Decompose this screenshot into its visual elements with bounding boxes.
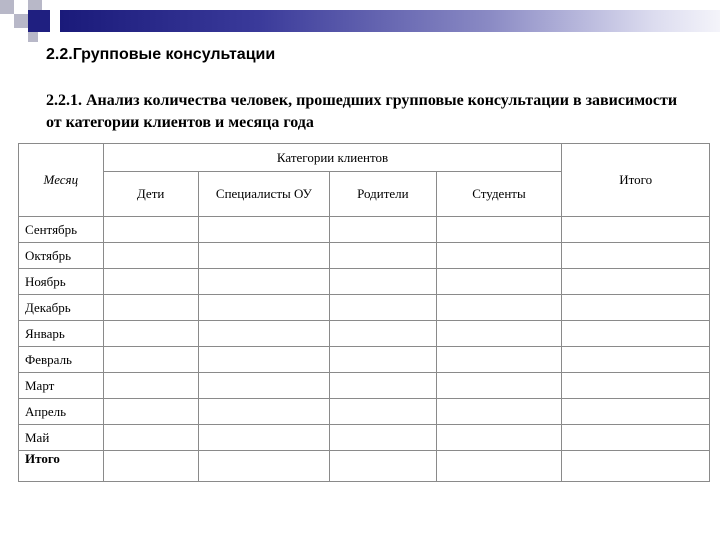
header-category-children: Дети (103, 172, 198, 217)
table-cell (198, 321, 330, 347)
decor-square-5 (0, 14, 14, 28)
table-cell (103, 217, 198, 243)
row-month-label: Ноябрь (19, 269, 104, 295)
table-cell (103, 269, 198, 295)
table-cell (436, 243, 562, 269)
table-cell (562, 451, 710, 482)
table-row (19, 269, 710, 295)
header-gradient-band (60, 10, 720, 32)
table-cell (330, 399, 436, 425)
table-cell (562, 373, 710, 399)
table-cell (436, 373, 562, 399)
table-cell (198, 347, 330, 373)
table-cell (103, 399, 198, 425)
header-total: Итого (562, 144, 710, 217)
table-cell (330, 243, 436, 269)
table-cell (103, 451, 198, 482)
header-category-parents: Родители (330, 172, 436, 217)
table-cell (436, 451, 562, 482)
row-month-label: Январь (19, 321, 104, 347)
header-category-students: Студенты (436, 172, 562, 217)
table-cell (198, 295, 330, 321)
table-row (19, 217, 710, 243)
table-cell (562, 243, 710, 269)
table-row (19, 295, 710, 321)
decor-square-6 (14, 14, 28, 28)
table-cell (198, 217, 330, 243)
table-cell (198, 243, 330, 269)
table-row (19, 399, 710, 425)
header-categories: Категории клиентов (103, 144, 562, 172)
table-cell (103, 425, 198, 451)
table-cell (198, 425, 330, 451)
table-row (19, 425, 710, 451)
header-category-specialists: Специалисты ОУ (198, 172, 330, 217)
table-cell (436, 425, 562, 451)
decorative-header (0, 0, 720, 42)
table-cell (436, 321, 562, 347)
table-cell (198, 451, 330, 482)
table-cell (103, 347, 198, 373)
row-month-label: Декабрь (19, 295, 104, 321)
table-row (19, 347, 710, 373)
table-cell (562, 425, 710, 451)
table-cell (330, 451, 436, 482)
table-cell (562, 399, 710, 425)
decor-square-1 (0, 0, 14, 14)
table-cell (103, 373, 198, 399)
table-cell (103, 243, 198, 269)
table-cell (436, 217, 562, 243)
table-cell (198, 399, 330, 425)
table-cell (103, 295, 198, 321)
table-cell (198, 373, 330, 399)
table-cell (562, 347, 710, 373)
section-title: 2.2.Групповые консультации (46, 46, 276, 63)
total-row-label: Итого (19, 451, 104, 482)
row-month-label: Сентябрь (19, 217, 104, 243)
table-row (19, 373, 710, 399)
table-cell (562, 321, 710, 347)
table-cell (330, 425, 436, 451)
row-month-label: Март (19, 373, 104, 399)
consultations-table (18, 143, 710, 482)
table-cell (436, 269, 562, 295)
row-month-label: Февраль (19, 347, 104, 373)
table-cell (330, 269, 436, 295)
table-cell (436, 399, 562, 425)
row-month-label: Апрель (19, 399, 104, 425)
table-cell (330, 347, 436, 373)
decor-square-2 (14, 0, 28, 14)
decor-square-9 (28, 32, 38, 42)
decor-square-7 (28, 10, 50, 32)
row-month-label: Октябрь (19, 243, 104, 269)
table-row (19, 243, 710, 269)
decor-square-8 (14, 28, 28, 42)
table-cell (103, 321, 198, 347)
table-cell (436, 295, 562, 321)
header-month: Месяц (19, 144, 104, 217)
table-cell (330, 321, 436, 347)
table-cell (330, 217, 436, 243)
table-cell (562, 295, 710, 321)
row-month-label: Май (19, 425, 104, 451)
table-cell (330, 295, 436, 321)
table-row (19, 321, 710, 347)
table-total-row (19, 451, 710, 482)
table-cell (562, 217, 710, 243)
table-cell (198, 269, 330, 295)
table-cell (562, 269, 710, 295)
table-cell (330, 373, 436, 399)
table-subtitle: 2.2.1. Анализ количества человек, прошедших групповые консультации в зависимости от категории клиентов и месяца года (46, 92, 678, 131)
table-cell (436, 347, 562, 373)
